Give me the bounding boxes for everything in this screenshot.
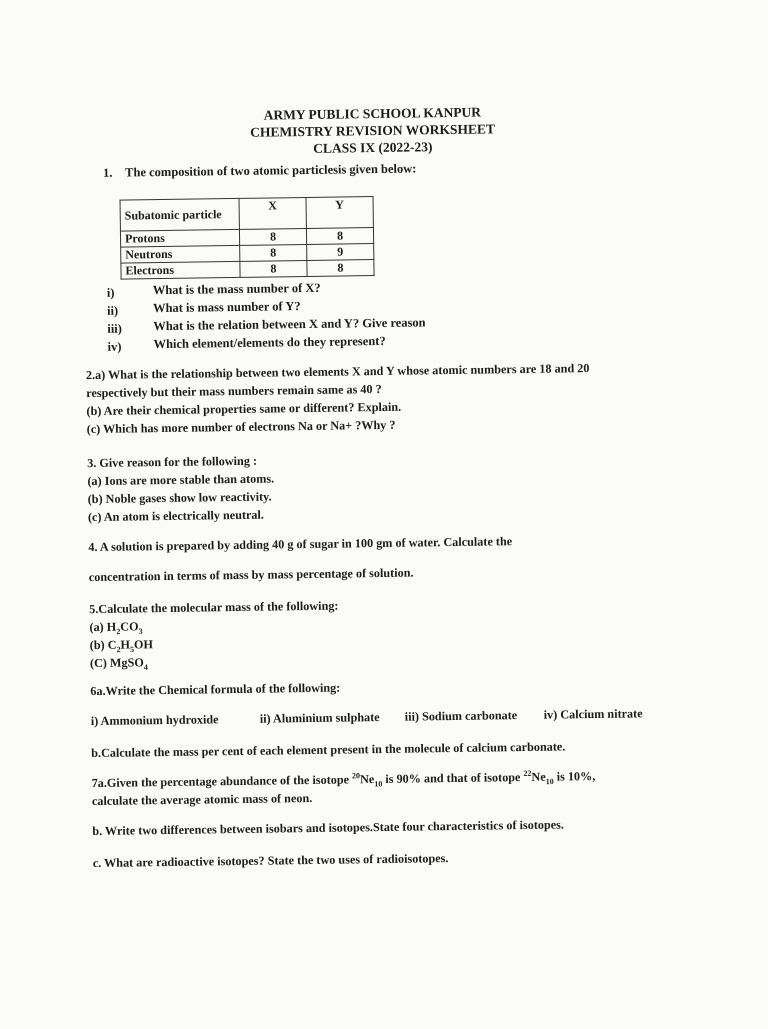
q7a-line1: 7a.Given the percentage abundance of the isotope $^{20}Ne_{10}$ is 90% and that of isotope $^{22}Ne_{10}$ is 10%,: [91, 768, 596, 791]
q4-line1: 4. A solution is prepared by adding 40 g of sugar in 100 gm of water. Calculate the: [88, 534, 513, 555]
school-name: ARMY PUBLIC SCHOOL KANPUR: [263, 104, 482, 123]
table-cell: 8: [307, 260, 374, 277]
q1-text: The composition of two atomic particlesis given below:: [125, 161, 417, 180]
table-cell: 8: [240, 244, 307, 261]
q1-sub-text: What is the mass number of X?: [152, 280, 321, 298]
q3-title: 3. Give reason for the following :: [87, 453, 258, 471]
table-cell: 8: [240, 260, 307, 277]
table-header-row: [120, 197, 373, 232]
q6a-item-3: iii) Sodium carbonate: [404, 708, 518, 724]
q2-c: (c) Which has more number of electrons Na or Na+ ?Why ?: [86, 417, 396, 437]
table-cell: Electrons: [121, 261, 240, 279]
q4-line2: concentration in terms of mass by mass percentage of solution.: [88, 565, 414, 585]
q1-sub-text: Which element/elements do they represent?: [153, 333, 386, 352]
q1-sub-num: i): [106, 285, 115, 300]
q1-sub-text: What is the relation between X and Y? Give reason: [153, 315, 426, 334]
q3-c: (c) An atom is electrically neutral.: [87, 507, 265, 525]
q7b: b. Write two differences between isobars and isotopes.State four characteristics of isotopes.: [92, 817, 565, 839]
q2-a-line1: 2.a) What is the relationship between two elements X and Y whose atomic numbers are 18 and 20: [85, 361, 590, 383]
table-header-cell: Y: [306, 197, 373, 229]
table-row: [121, 260, 374, 280]
q6a-item-2: ii) Aluminium sulphate: [259, 710, 380, 726]
q1-sub-num: iii): [107, 321, 122, 336]
table-header-cell: X: [239, 198, 306, 230]
q5-b: (b) $C_2H_5OH$: [89, 637, 154, 655]
q3-a: (a) Ions are more stable than atoms.: [87, 471, 275, 489]
q5-a: (a) $H_2CO_3$: [89, 619, 143, 637]
q7a-line2: calculate the average atomic mass of neon.: [91, 790, 313, 809]
q6b: b.Calculate the mass per cent of each element present in the molecule of calcium carbonate.: [91, 739, 566, 761]
table-cell: Protons: [120, 229, 239, 247]
q5-title: 5.Calculate the molecular mass of the following:: [89, 598, 339, 617]
q3-b: (b) Noble gases show low reactivity.: [87, 489, 272, 507]
q1-sub-text: What is mass number of Y?: [152, 299, 301, 316]
q7c: c. What are radioactive isotopes? State the two uses of radioisotopes.: [92, 851, 449, 871]
table-cell: 9: [307, 244, 374, 261]
table-cell: Neutrons: [121, 245, 240, 263]
q6a-item-1: i) Ammonium hydroxide: [90, 712, 219, 729]
worksheet-title: CHEMISTRY REVISION WORKSHEET: [250, 121, 496, 140]
q1-sub-num: ii): [106, 303, 119, 318]
q1-sub-num: iv): [107, 339, 122, 354]
class-label: CLASS IX (2022-23): [313, 139, 433, 156]
q6a-item-4: iv) Calcium nitrate: [543, 706, 643, 722]
table-cell: 8: [239, 228, 306, 245]
q5-c: (C) MgSO$_4$: [89, 655, 148, 672]
composition-table: [120, 196, 375, 280]
table-cell: 8: [306, 228, 373, 245]
q6a-title: 6a.Write the Chemical formula of the following:: [90, 680, 341, 699]
q2-b: (b) Are their chemical properties same or different? Explain.: [86, 399, 402, 419]
table-header-cell: Subatomic particle: [120, 198, 239, 231]
q2-a-line2: respectively but their mass numbers remain same as 40 ?: [86, 381, 382, 401]
q1-number: 1.: [103, 165, 113, 180]
